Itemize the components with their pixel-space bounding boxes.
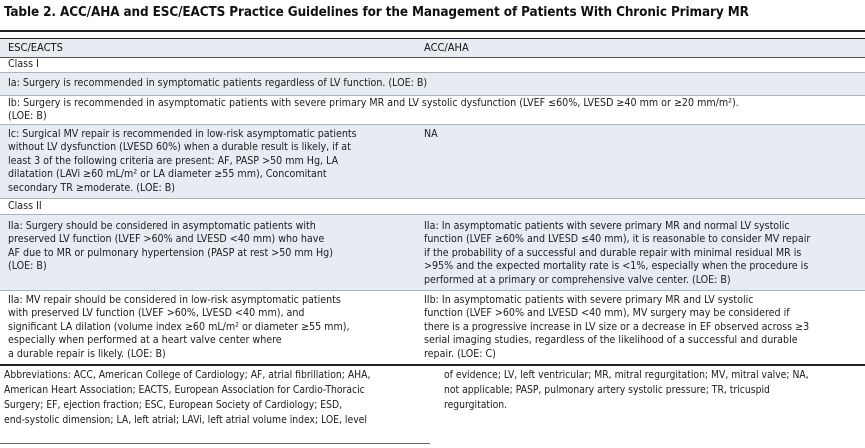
iib-acc-text: IIb: In asymptomatic patients with severe primary MR and LV systolic function (LVEF >60% and LVESD <40 mm), MV surgery may be considered if there is a progressive increase in LV size or a decrease in EF observed across ≥3 serial imaging studies, regardless of the likelihood of a successful and durable repair. (LOE: C) [424, 294, 810, 360]
abbreviations-right: of evidence; LV, left ventricular; MR, mitral regurgitation; MV, mitral valve; NA, not applicable; PASP, pulmonary artery systolic pressure; TR, tricuspid regurgitation. [444, 369, 809, 411]
table-row-iia [0, 214, 865, 291]
ic-acc-text: NA [424, 128, 438, 140]
ic-esc-text: Ic: Surgical MV repair is recommended in low-risk asymptomatic patients without LV dysfunction (LVESD 60%) when a durable result is likely, if at least 3 of the following criteria are present: AF, PASP >50 mm Hg, LA dilatation (LAVi ≥60 mL/m² or LA diameter ≥55 mm), Concomitant secondary TR ≥moderate. (LOE: B) [8, 128, 357, 194]
header-esc-eacts: ESC/EACTS [8, 41, 63, 54]
iia-acc-text: IIa: In asymptomatic patients with severe primary MR and normal LV systolic function (LVEF ≥60% and LVESD ≤40 mm), it is reasonable to consider MV repair if the probability of a successful and durable repair with minimal residual MR is >95% and the expected mortality rate is <1%, especially when the procedure is performed at a primary or comprehensive valve center. (LOE: B) [424, 220, 811, 286]
ib-text-line1: Ib: Surgery is recommended in asymptomatic patients with severe primary MR and LV systolic dysfunction (LVEF ≤60%, LVESD ≥40 mm or ≥20 mm/m²). [8, 97, 739, 109]
ia-text: Ia: Surgery is recommended in symptomatic patients regardless of LV function. (LOE: B) [8, 77, 428, 89]
table-header-row [0, 38, 865, 58]
iia-repair-esc-text: IIa: MV repair should be considered in low-risk asymptomatic patients with preserved LV function (LVEF >60%, LVESD <40 mm), and significant LA dilation (volume index ≥60 mL/m² or diameter ≥55 mm), especially when performed at a heart valve center where a durable repair is likely. (LOE: B) [8, 294, 350, 360]
table-title: Table 2. ACC/AHA and ESC/EACTS Practice Guidelines for the Management of Patients With Chronic Primary MR [4, 5, 749, 20]
table-row-ib [0, 95, 865, 125]
table-row-ia [0, 72, 865, 96]
abbreviations-left: Abbreviations: ACC, American College of Cardiology; AF, atrial fibrillation; AHA, American Heart Association; EACTS, European Association for Cardio-Thoracic Surgery; EF, ejection fraction; ESC, European Society of Cardiology; ESD, end-systolic dimension; LA, left atrial; LAVi, left atrial volume index; LOE, level [4, 369, 371, 426]
ib-text-line2: (LOE: B) [8, 110, 47, 122]
table-row-iia-iib [0, 290, 865, 365]
footnote-divider [0, 443, 430, 444]
table-bottom-divider [0, 364, 865, 366]
class-ii-label: Class II [8, 200, 42, 212]
class-ii-row [0, 198, 865, 215]
class-i-label: Class I [8, 58, 39, 70]
iia-esc-text: IIa: Surgery should be considered in asymptomatic patients with preserved LV function (LVEF >60% and LVESD <40 mm) who have AF due to MR or pulmonary hypertension (PASP at rest >50 mm Hg) (LOE: B) [8, 220, 333, 273]
header-acc-aha: ACC/AHA [424, 41, 469, 54]
class-i-row [0, 57, 865, 72]
table-row-ic [0, 124, 865, 199]
title-divider [0, 30, 865, 32]
